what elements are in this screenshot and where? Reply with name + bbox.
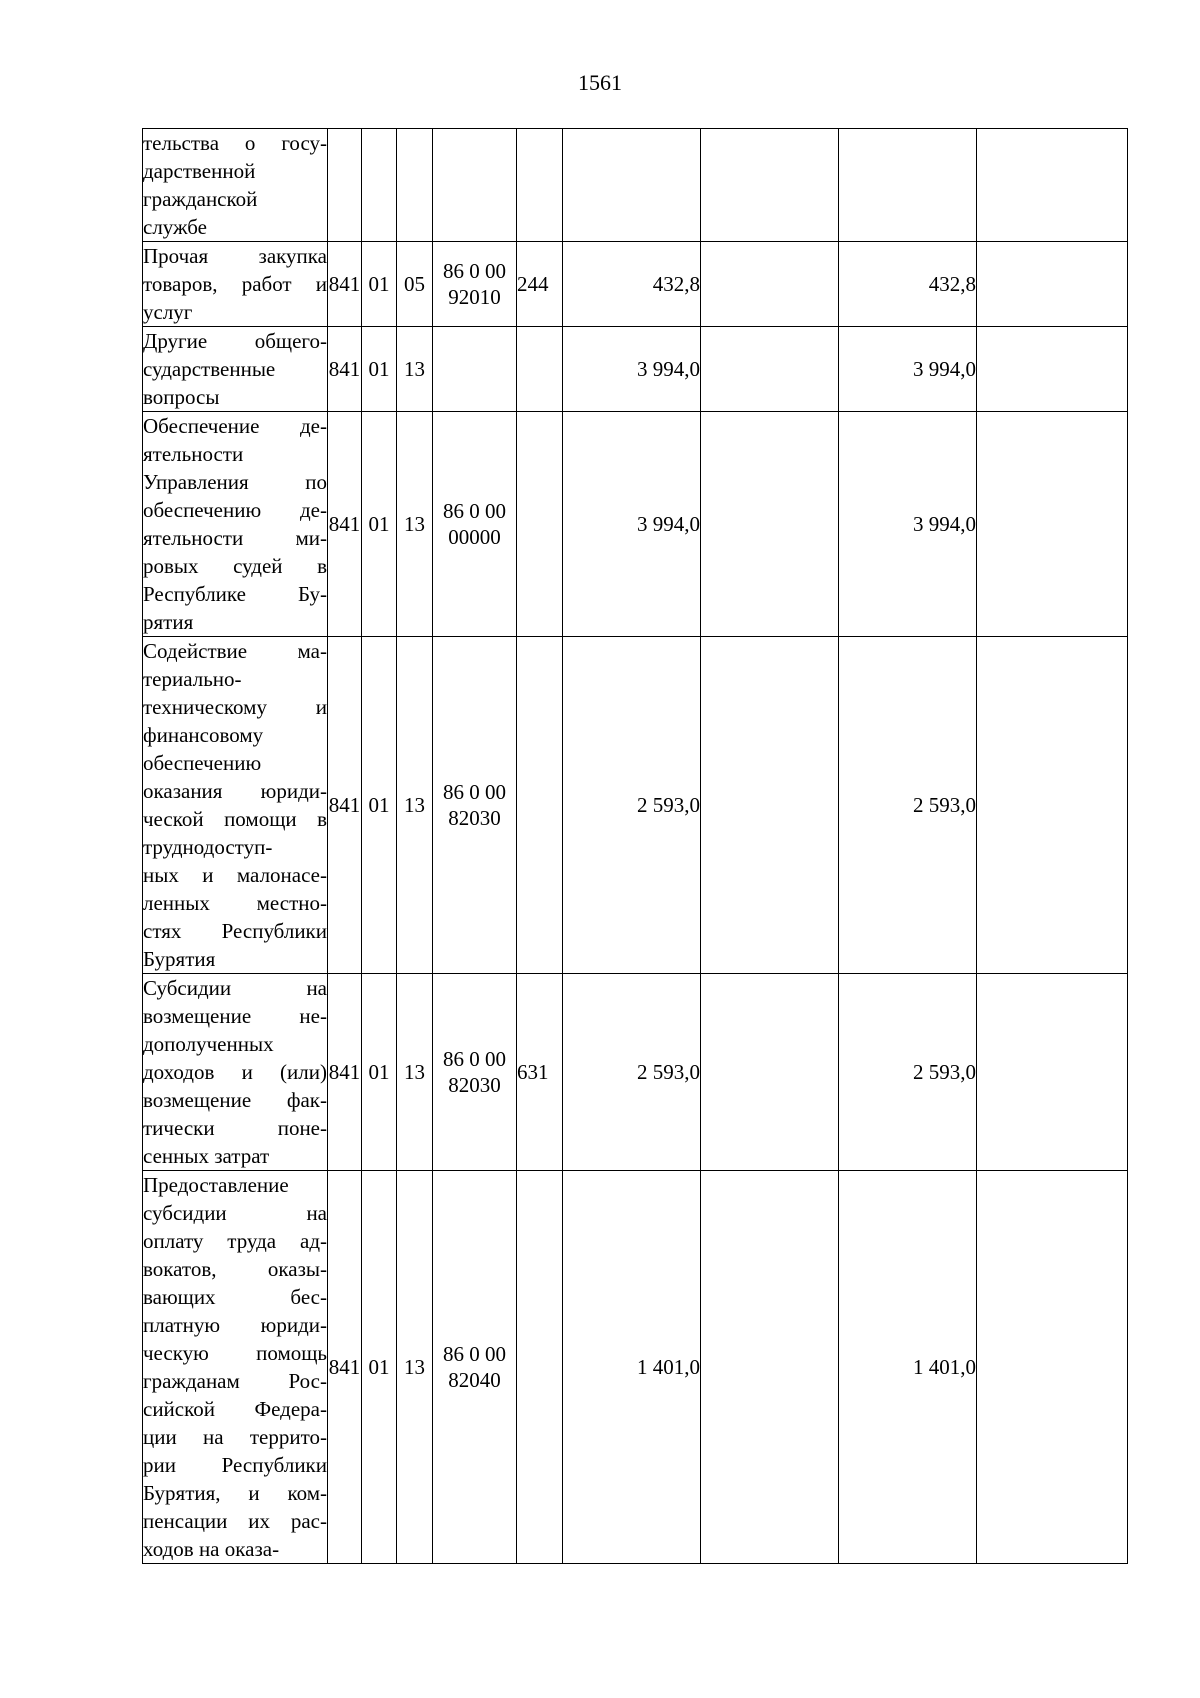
cell-grbs: 841 [328, 242, 362, 327]
description-line: Республике Бу- [143, 582, 327, 606]
description-line: платную юриди- [143, 1313, 327, 1337]
description-line: гражданской [143, 187, 258, 211]
description-line: техническому и [143, 695, 327, 719]
description-line: ровых судей в [143, 554, 327, 578]
description-line: вающих бес- [143, 1285, 327, 1309]
cell-grbs: 841 [328, 637, 362, 974]
description-line: Обеспечение де- [143, 414, 327, 438]
target-article-part: 82030 [448, 1073, 501, 1097]
description-line: субсидии на [143, 1201, 327, 1225]
cell-description [143, 242, 328, 327]
cell-expense-type [517, 129, 563, 242]
description-line: пенсации их рас- [143, 1509, 327, 1533]
description-line: Прочая закупка [143, 244, 327, 268]
description-line: вокатов, оказы- [143, 1257, 327, 1281]
cell-amount-3: 432,8 [839, 242, 977, 327]
description-line: службе [143, 215, 207, 239]
table-row [143, 327, 1128, 412]
cell-section [362, 129, 397, 242]
description-line: Бурятия [143, 947, 216, 971]
description-line: Содействие ма- [143, 639, 327, 663]
cell-amount-4 [977, 1171, 1128, 1564]
description-line: Бурятия, и ком- [143, 1481, 327, 1505]
target-article-part: 86 0 00 [443, 499, 506, 523]
cell-amount-2 [701, 242, 839, 327]
cell-section: 01 [362, 327, 397, 412]
description-line: гражданам Рос- [143, 1369, 327, 1393]
cell-amount-4 [977, 242, 1128, 327]
table-row [143, 412, 1128, 637]
cell-description [143, 1171, 328, 1564]
description-line: вопросы [143, 385, 220, 409]
cell-expense-type [517, 412, 563, 637]
cell-amount-total [563, 129, 701, 242]
cell-section: 01 [362, 637, 397, 974]
description-line: ческой помощи в [143, 807, 327, 831]
cell-grbs: 841 [328, 327, 362, 412]
cell-amount-2 [701, 974, 839, 1171]
cell-grbs: 841 [328, 412, 362, 637]
description-line: сударственные [143, 357, 276, 381]
description-line: Субсидии на [143, 976, 327, 1000]
cell-expense-type [517, 1171, 563, 1564]
target-article-part: 86 0 00 [443, 1342, 506, 1366]
cell-amount-2 [701, 1171, 839, 1564]
description-line: возмещение фак- [143, 1088, 327, 1112]
cell-subsection: 13 [397, 974, 433, 1171]
cell-section: 01 [362, 1171, 397, 1564]
cell-subsection [397, 129, 433, 242]
cell-description [143, 129, 328, 242]
cell-subsection: 13 [397, 1171, 433, 1564]
cell-amount-3: 3 994,0 [839, 327, 977, 412]
cell-subsection: 05 [397, 242, 433, 327]
cell-amount-4 [977, 129, 1128, 242]
cell-grbs: 841 [328, 1171, 362, 1564]
cell-amount-2 [701, 129, 839, 242]
cell-target-article [433, 327, 517, 412]
description-line: возмещение не- [143, 1004, 327, 1028]
cell-amount-2 [701, 327, 839, 412]
cell-amount-total: 3 994,0 [563, 327, 701, 412]
cell-amount-3: 1 401,0 [839, 1171, 977, 1564]
target-article-part: 92010 [448, 285, 501, 309]
description-line: товаров, работ и [143, 272, 327, 296]
cell-expense-type: 631 [517, 974, 563, 1171]
table-row [143, 129, 1128, 242]
description-line: ных и малонасе- [143, 863, 327, 887]
cell-description [143, 412, 328, 637]
description-line: обеспечению [143, 751, 262, 775]
description-line: ленных местно- [143, 891, 327, 915]
cell-grbs [328, 129, 362, 242]
cell-target-article [433, 129, 517, 242]
description-line: дарственной [143, 159, 256, 183]
table-row [143, 242, 1128, 327]
cell-description [143, 327, 328, 412]
budget-table [142, 128, 1128, 1564]
table-row [143, 974, 1128, 1171]
description-line: рятия [143, 610, 194, 634]
page-number: 1561 [578, 70, 622, 95]
description-line: ческую помощь [143, 1341, 327, 1365]
cell-subsection: 13 [397, 637, 433, 974]
description-line: оплату труда ад- [143, 1229, 327, 1253]
cell-amount-total: 1 401,0 [563, 1171, 701, 1564]
description-line: услуг [143, 300, 193, 324]
target-article-part: 00000 [448, 525, 501, 549]
cell-grbs: 841 [328, 974, 362, 1171]
target-article-part: 82040 [448, 1368, 501, 1392]
cell-target-article [433, 637, 517, 974]
cell-amount-total: 2 593,0 [563, 637, 701, 974]
description-line: стях Республики [143, 919, 327, 943]
description-line: тически поне- [143, 1116, 327, 1140]
description-line: Управления по [143, 470, 327, 494]
description-line: тельства о госу- [143, 131, 327, 155]
description-line: ятельности [143, 442, 244, 466]
cell-target-article [433, 412, 517, 637]
cell-amount-4 [977, 637, 1128, 974]
cell-expense-type: 244 [517, 242, 563, 327]
cell-section: 01 [362, 242, 397, 327]
table-row [143, 1171, 1128, 1564]
cell-amount-4 [977, 974, 1128, 1171]
cell-amount-3: 3 994,0 [839, 412, 977, 637]
cell-section: 01 [362, 412, 397, 637]
description-line: труднодоступ- [143, 835, 273, 859]
cell-expense-type [517, 637, 563, 974]
description-line: финансовому [143, 723, 264, 747]
cell-amount-2 [701, 412, 839, 637]
description-line: териально- [143, 667, 242, 691]
cell-subsection: 13 [397, 412, 433, 637]
cell-amount-total: 2 593,0 [563, 974, 701, 1171]
description-line: обеспечению де- [143, 498, 327, 522]
cell-description [143, 637, 328, 974]
cell-amount-4 [977, 412, 1128, 637]
cell-amount-4 [977, 327, 1128, 412]
description-line: доходов и (или) [143, 1060, 327, 1084]
description-line: ятельности ми- [143, 526, 327, 550]
description-line: ции на террито- [143, 1425, 327, 1449]
cell-target-article [433, 974, 517, 1171]
cell-amount-total: 3 994,0 [563, 412, 701, 637]
cell-description [143, 974, 328, 1171]
table-row [143, 637, 1128, 974]
target-article-part: 86 0 00 [443, 1047, 506, 1071]
cell-amount-3: 2 593,0 [839, 974, 977, 1171]
target-article-part: 82030 [448, 806, 501, 830]
cell-target-article [433, 1171, 517, 1564]
target-article-part: 86 0 00 [443, 780, 506, 804]
cell-target-article [433, 242, 517, 327]
description-line: сенных затрат [143, 1144, 270, 1168]
cell-section: 01 [362, 974, 397, 1171]
cell-amount-total: 432,8 [563, 242, 701, 327]
description-line: Предоставление [143, 1173, 289, 1197]
cell-amount-3 [839, 129, 977, 242]
description-line: Другие общего- [143, 329, 327, 353]
description-line: рии Республики [143, 1453, 327, 1477]
description-line: ходов на оказа- [143, 1537, 280, 1561]
cell-expense-type [517, 327, 563, 412]
cell-subsection: 13 [397, 327, 433, 412]
cell-amount-2 [701, 637, 839, 974]
description-line: дополученных [143, 1032, 274, 1056]
target-article-part: 86 0 00 [443, 259, 506, 283]
cell-amount-3: 2 593,0 [839, 637, 977, 974]
description-line: оказания юриди- [143, 779, 327, 803]
description-line: сийской Федера- [143, 1397, 327, 1421]
